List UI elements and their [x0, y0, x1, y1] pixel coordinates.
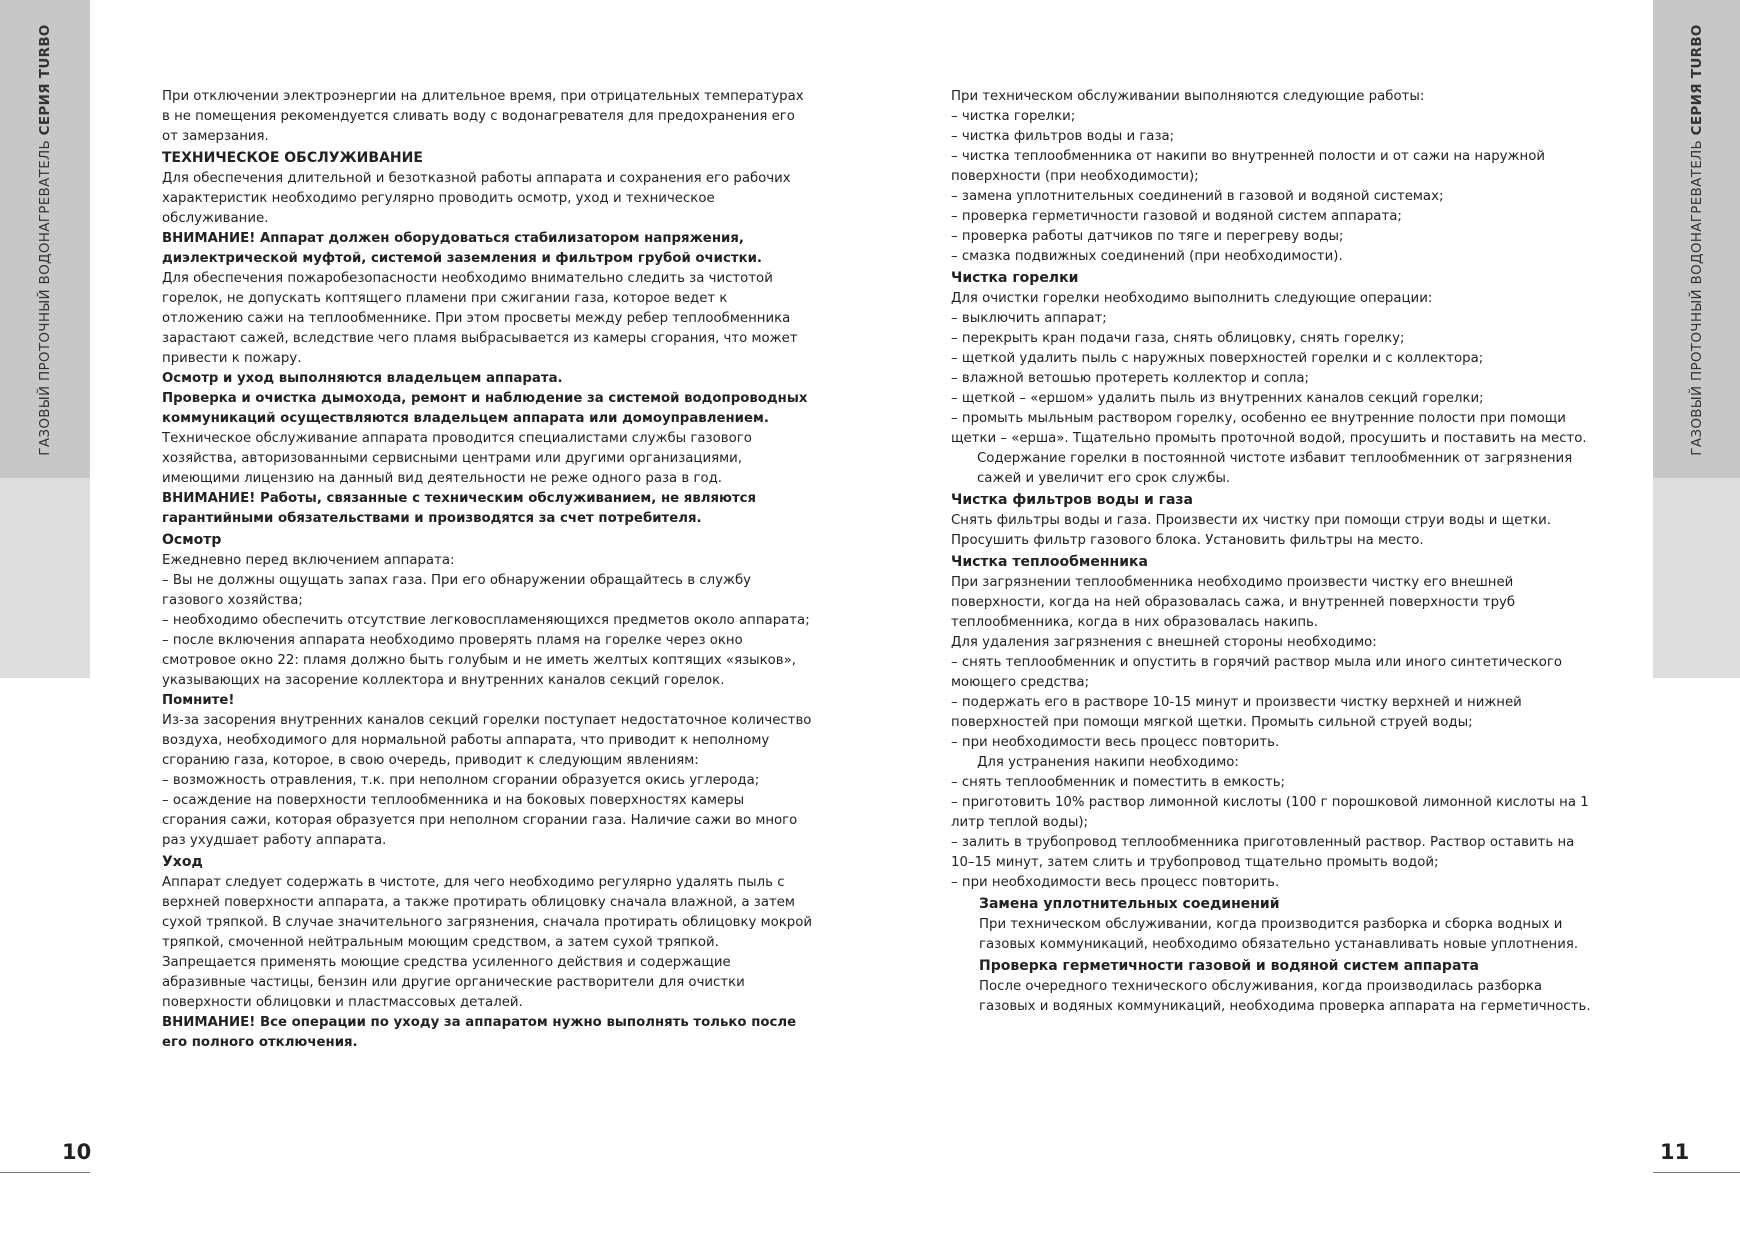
right-sidebar [1653, 0, 1740, 678]
maintenance-paragraph: Для обеспечения длительной и безотказной работы аппарата и сохранения его рабочих характеристик необходимо регулярно проводить осмотр, уход и техническое обслуживание. [162, 171, 791, 226]
burner-paragraph: Для очистки горелки необходимо выполнить следующие операции: [951, 291, 1433, 306]
warning-stabilizer: ВНИМАНИЕ! Аппарат должен оборудоваться стабилизатором напряжения, диэлектрической муфтой, системой заземления и фильтром грубой очистки. [162, 231, 762, 266]
sidebar-title-bold: СЕРИЯ TURBO [37, 24, 53, 136]
heading-inspection: Осмотр [162, 532, 222, 548]
heading-burner: Чистка горелки [951, 270, 1079, 286]
list-item: – щеткой – «ершом» удалить пыль из внутренних каналов секций горелки; [951, 391, 1484, 406]
outer-list [951, 653, 1601, 753]
heading-maintenance: ТЕХНИЧЕСКОЕ ОБСЛУЖИВАНИЕ [162, 150, 423, 166]
scale-list [951, 773, 1601, 893]
works-paragraph: При техническом обслуживании выполняются следующие работы: [951, 89, 1425, 104]
list-item: – смазка подвижных соединений (при необходимости). [951, 249, 1343, 264]
exchanger-paragraph: При загрязнении теплообменника необходимо произвести чистку его внешней поверхности, когда на ней образовалась сажа, и внутренней поверхности труб теплообменника, когда в них образовалась накипь. [951, 575, 1516, 630]
outer-paragraph: Для удаления загрязнения с внешней стороны необходимо: [951, 635, 1377, 650]
warning-shutdown: ВНИМАНИЕ! Все операции по уходу за аппаратом нужно выполнять только после его полного отключения. [162, 1015, 797, 1050]
filters-paragraph: Снять фильтры воды и газа. Произвести их чистку при помощи струи воды и щетки. Просушить фильтр газового блока. Установить фильтры на место. [951, 513, 1551, 548]
remember-list [162, 771, 812, 851]
list-item: – проверка работы датчиков по тяге и перегреву воды; [951, 229, 1344, 244]
scale-paragraph: Для устранения накипи необходимо: [977, 755, 1239, 770]
tightness-paragraph: После очередного технического обслуживания, когда производилась разборка газовых и водяных коммуникаций, необходима проверка аппарата на герметичность. [979, 979, 1591, 1014]
list-item: – Вы не должны ощущать запах газа. При его обнаружении обращайтесь в службу газового хозяйства; [162, 573, 752, 608]
remember-paragraph: Из-за засорения внутренних каналов секций горелки поступает недостаточное количество воздуха, необходимого для нормальной работы аппарата, что приводит к неполному сгоранию газа, которое, в свою очередь, приводит к следующим явлениям: [162, 713, 812, 768]
heading-filters: Чистка фильтров воды и газа [951, 492, 1193, 508]
left-sidebar-title [37, 24, 53, 455]
list-item: – осаждение на поверхности теплообменника и на боковых поверхностях камеры сгорания сажи, которая образуется при неполном сгорании газа. Наличие сажи во много раз ухудшает работу аппарата. [162, 793, 798, 848]
list-item: – щеткой удалить пыль с наружных поверхностей горелки и с коллектора; [951, 351, 1484, 366]
left-sidebar [0, 0, 90, 678]
left-sidebar-band-light [0, 478, 90, 678]
burner-note: Содержание горелки в постоянной чистоте избавит теплообменник от загрязнения сажей и увеличит его срок службы. [977, 451, 1573, 486]
sidebar-title-regular: ГАЗОВЫЙ ПРОТОЧНЫЙ ВОДОНАГРЕВАТЕЛЬ [37, 135, 53, 456]
page-number-right: 11 [1660, 1140, 1690, 1164]
page-rule-right [1653, 1172, 1740, 1173]
list-item: – залить в трубопровод теплообменника приготовленный раствор. Раствор оставить на 10–15 минут, затем слить и трубопровод тщательно промыть водой; [951, 835, 1575, 870]
list-item: – возможность отравления, т.к. при неполном сгорании образуется окись углерода; [162, 773, 760, 788]
list-item: – при необходимости весь процесс повторить. [951, 875, 1280, 890]
page-rule-left [0, 1172, 90, 1173]
list-item: – выключить аппарат; [951, 311, 1107, 326]
care-paragraph: Аппарат следует содержать в чистоте, для чего необходимо регулярно удалять пыль с верхней поверхности аппарата, а также протирать облицовку сначала влажной, а затем сухой тряпкой. В случае значительного загрязнения, сначала протирать облицовку мокрой тряпкой, смоченной нейтральным моющим средством, а затем сухой тряпкой. Запрещается применять моющие средства усиленного действия и содержащие абразивные частицы, бензин или другие органические растворители для очистки поверхности облицовки и пластмассовых деталей. [162, 875, 812, 1010]
intro-paragraph: При отключении электроэнергии на длительное время, при отрицательных температурах в не помещения рекомендуется сливать воду с водонагревателя для предохранения его от замерзания. [162, 89, 804, 144]
owner-note: Осмотр и уход выполняются владельцем аппарата. [162, 371, 563, 386]
list-item: – подержать его в растворе 10-15 минут и произвести чистку верхней и нижней поверхностей при помощи мягкой щетки. Промыть сильной струей воды; [951, 695, 1522, 730]
list-item: – чистка горелки; [951, 109, 1076, 124]
chimney-note: Проверка и очистка дымохода, ремонт и наблюдение за системой водопроводных коммуникаций осуществляются владельцем аппарата или домоуправлением. [162, 391, 808, 426]
right-sidebar-band-light [1653, 478, 1740, 678]
daily-list [162, 571, 812, 691]
left-column [162, 87, 812, 1053]
list-item: – после включения аппарата необходимо проверять пламя на горелке через окно смотровое окно 22: пламя должно быть голубым и не иметь желтых коптящих «языков», указывающих на засорение коллектора и внутренних каналов секций горелок. [162, 633, 797, 688]
page-number-left: 10 [62, 1140, 92, 1164]
list-item: – приготовить 10% раствор лимонной кислоты (100 г порошковой лимонной кислоты на 1 литр теплой воды); [951, 795, 1589, 830]
warning-warranty: ВНИМАНИЕ! Работы, связанные с техническим обслуживанием, не являются гарантийными обязательствами и производятся за счет потребителя. [162, 491, 757, 526]
sidebar-title-bold: СЕРИЯ TURBO [1688, 24, 1705, 136]
left-sidebar-band [0, 0, 90, 478]
right-sidebar-title [1689, 24, 1705, 455]
heading-seals: Замена уплотнительных соединений [979, 896, 1280, 912]
list-item: – замена уплотнительных соединений в газовой и водяной системах; [951, 189, 1444, 204]
list-item: – снять теплообменник и поместить в емкость; [951, 775, 1286, 790]
list-item: – необходимо обеспечить отсутствие легковоспламеняющихся предметов около аппарата; [162, 613, 810, 628]
daily-paragraph: Ежедневно перед включением аппарата: [162, 553, 455, 568]
list-item: – при необходимости весь процесс повторить. [951, 735, 1280, 750]
list-item: – перекрыть кран подачи газа, снять облицовку, снять горелку; [951, 331, 1405, 346]
seals-paragraph: При техническом обслуживании, когда производится разборка и сборка водных и газовых коммуникаций, необходимо обязательно устанавливать новые уплотнения. [979, 917, 1579, 952]
service-paragraph: Техническое обслуживание аппарата проводится специалистами службы газового хозяйства, авторизованными сервисными центрами или другими организациями, имеющими лицензию на данный вид деятельности не реже одного раза в год. [162, 431, 752, 486]
right-sidebar-band [1653, 0, 1740, 478]
list-item: – проверка герметичности газовой и водяной систем аппарата; [951, 209, 1402, 224]
heading-tightness: Проверка герметичности газовой и водяной систем аппарата [979, 958, 1479, 974]
works-list [951, 107, 1601, 267]
list-item: – чистка теплообменника от накипи во внутренней полости и от сажи на наружной поверхности (при необходимости); [951, 149, 1545, 184]
list-item: – промыть мыльным раствором горелку, особенно ее внутренние полости при помощи щетки – «ерша». Тщательно промыть проточной водой, просушить и поставить на место. [951, 411, 1587, 446]
list-item: – влажной ветошью протереть коллектор и сопла; [951, 371, 1310, 386]
fire-safety-paragraph: Для обеспечения пожаробезопасности необходимо внимательно следить за чистотой горелок, не допускать коптящего пламени при сжигании газа, которое ведет к отложению сажи на теплообменнике. При этом просветы между ребер теплообменника зарастают сажей, вследствие чего пламя выбрасывается из камеры сгорания, что может привести к пожару. [162, 271, 798, 366]
heading-exchanger: Чистка теплообменника [951, 554, 1148, 570]
heading-care: Уход [162, 854, 203, 870]
list-item: – снять теплообменник и опустить в горячий раствор мыла или иного синтетического моющего средства; [951, 655, 1562, 690]
list-item: – чистка фильтров воды и газа; [951, 129, 1175, 144]
right-column [951, 87, 1601, 1017]
sidebar-title-regular: ГАЗОВЫЙ ПРОТОЧНЫЙ ВОДОНАГРЕВАТЕЛЬ [1688, 135, 1705, 456]
burner-list [951, 309, 1601, 449]
heading-remember: Помните! [162, 693, 235, 708]
